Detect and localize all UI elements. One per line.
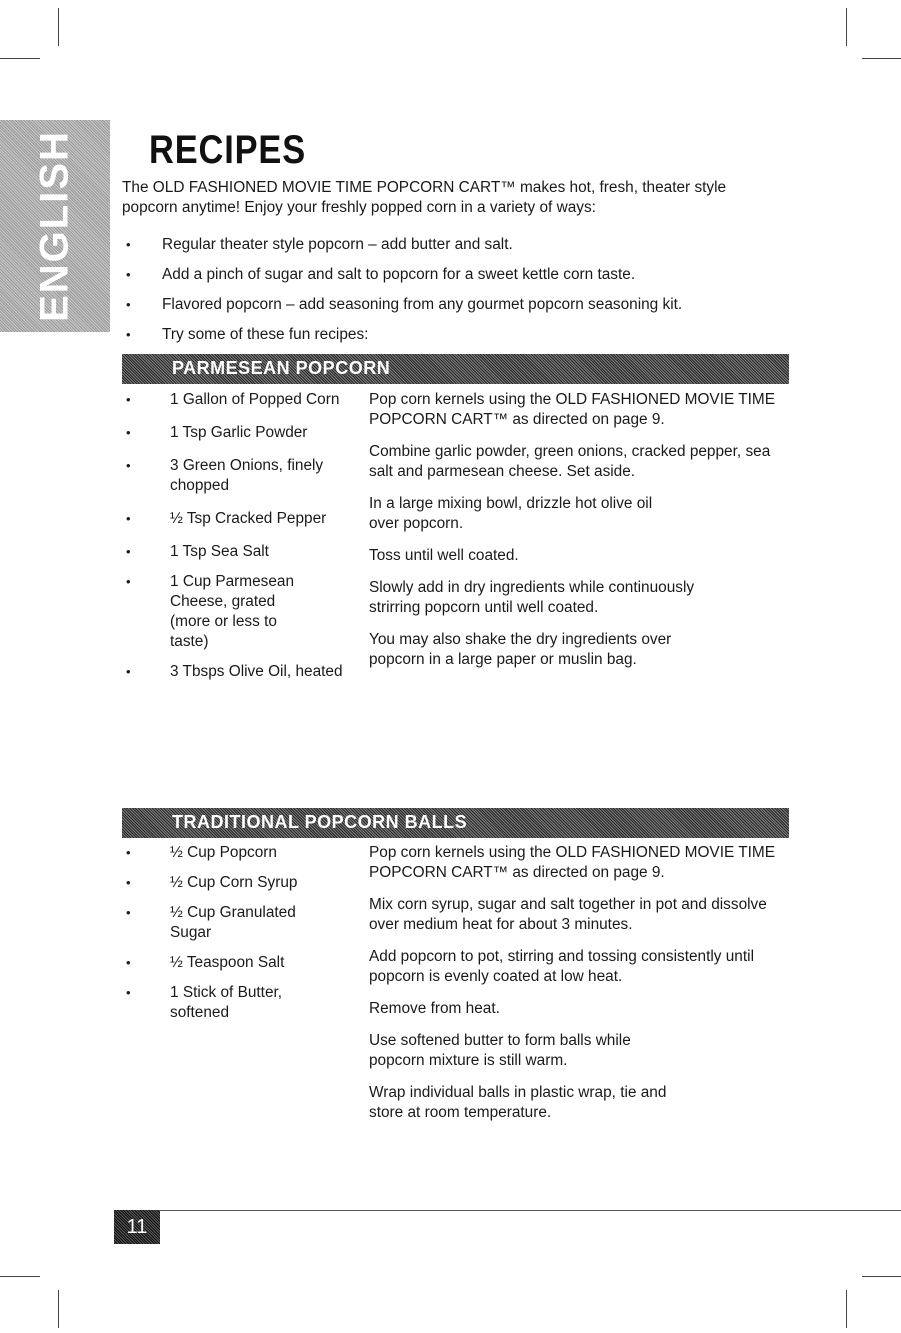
recipe-step: Mix corn syrup, sugar and salt together in pot and dissolve over medium heat for about 3 minutes. [369, 896, 767, 933]
recipe-step: Use softened butter to form balls while popcorn mixture is still warm. [369, 1032, 631, 1069]
recipe-header-parmesean [122, 354, 789, 384]
recipe-title: TRADITIONAL POPCORN BALLS [172, 812, 468, 832]
list-item: • ½ Teaspoon Salt [122, 953, 352, 973]
recipe-step: Pop corn kernels using the OLD FASHIONED MOVIE TIME POPCORN CART™ as directed on page 9. [369, 844, 776, 881]
crop-mark [862, 1276, 901, 1277]
ingredients-list-parmesean [122, 390, 352, 682]
intro-paragraph: The OLD FASHIONED MOVIE TIME POPCORN CART™ makes hot, fresh, theater style popcorn anytime! Enjoy your freshly popped corn in a variety of ways: [122, 179, 727, 216]
list-item: • 3 Green Onions, finely chopped [122, 456, 352, 496]
recipe-step: Toss until well coated. [369, 547, 519, 564]
steps-popcorn-balls [369, 843, 789, 1123]
recipe-step: You may also shake the dry ingredients over popcorn in a large paper or muslin bag. [369, 631, 672, 668]
recipe-step: Remove from heat. [369, 1000, 500, 1017]
list-item: • 1 Tsp Sea Salt [122, 542, 352, 562]
recipe-step: Combine garlic powder, green onions, cracked pepper, sea salt and parmesean cheese. Set aside. [369, 443, 771, 480]
list-item: • ½ Cup Popcorn [122, 843, 352, 863]
recipe-step: Slowly add in dry ingredients while continuously strirring popcorn until well coated. [369, 579, 695, 616]
list-item: • 1 Stick of Butter, softened [122, 983, 320, 1023]
page-number: 11 [114, 1210, 160, 1244]
recipe-title: PARMESEAN POPCORN [172, 358, 391, 378]
crop-mark [0, 58, 40, 59]
language-tab [0, 120, 110, 332]
recipe-header-popcorn-balls [122, 808, 789, 838]
crop-mark [58, 1290, 59, 1328]
recipe-step: Pop corn kernels using the OLD FASHIONED MOVIE TIME POPCORN CART™ as directed on page 9. [369, 391, 776, 428]
footer-rule [114, 1210, 901, 1211]
list-item: • Add a pinch of sugar and salt to popcorn for a sweet kettle corn taste. [122, 265, 682, 295]
list-item: • ½ Cup Granulated Sugar [122, 903, 320, 943]
crop-mark [58, 8, 59, 46]
list-item: • 1 Tsp Garlic Powder [122, 423, 352, 443]
intro-bullets [122, 235, 682, 355]
crop-mark [0, 1276, 40, 1277]
list-item: • 1 Gallon of Popped Corn [122, 390, 352, 410]
page-title: RECIPES [149, 128, 307, 172]
recipe-step: Add popcorn to pot, stirring and tossing consistently until popcorn is evenly coated at low heat. [369, 948, 754, 985]
recipe-step: In a large mixing bowl, drizzle hot olive oil over popcorn. [369, 495, 653, 532]
list-item: • 1 Cup Parmesean Cheese, grated (more or less to taste) [122, 572, 310, 652]
ingredients-list-popcorn-balls [122, 843, 352, 1023]
list-item: • 3 Tbsps Olive Oil, heated [122, 662, 352, 682]
language-label: ENGLISH [32, 130, 77, 322]
recipe-step: Wrap individual balls in plastic wrap, tie and store at room temperature. [369, 1084, 667, 1121]
list-item: • Regular theater style popcorn – add butter and salt. [122, 235, 682, 265]
crop-mark [846, 8, 847, 46]
steps-parmesean [369, 390, 789, 670]
list-item: • ½ Tsp Cracked Pepper [122, 509, 352, 529]
crop-mark [846, 1290, 847, 1328]
list-item: • ½ Cup Corn Syrup [122, 873, 352, 893]
crop-mark [862, 58, 901, 59]
list-item: • Try some of these fun recipes: [122, 325, 682, 355]
list-item: • Flavored popcorn – add seasoning from any gourmet popcorn seasoning kit. [122, 295, 682, 325]
